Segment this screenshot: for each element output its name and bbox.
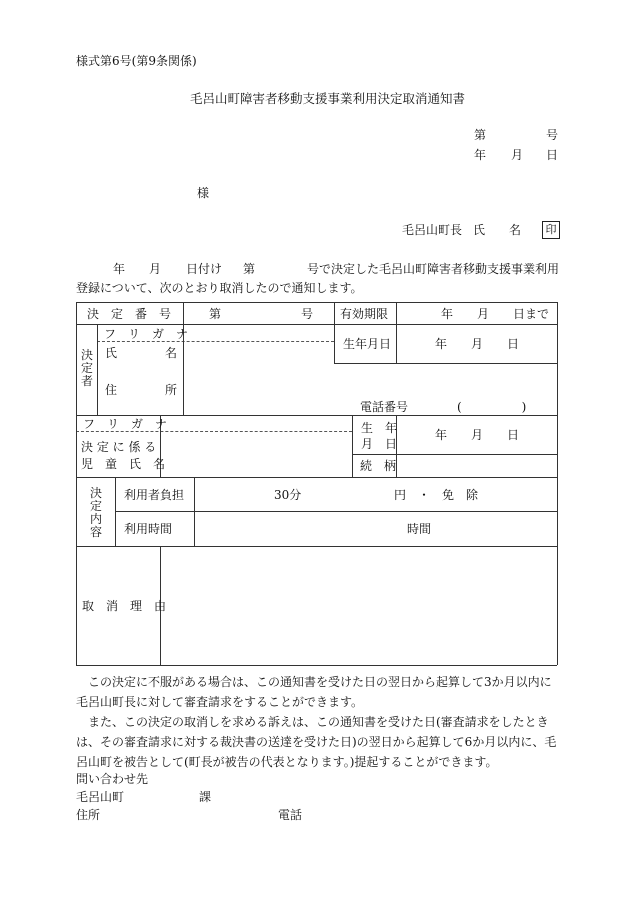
addressee-suffix: 様: [197, 186, 210, 200]
contact-section: 課: [199, 790, 212, 804]
child-birth-label-2: 月 日: [361, 437, 398, 451]
phone-paren: ( ): [457, 400, 527, 414]
child-birth-label-1: 生 年: [361, 421, 398, 435]
child-birth-value: 年 月 日: [435, 428, 520, 442]
recipient-furigana-label: フ リ ガ ナ: [104, 327, 189, 341]
form-label: 様式第6号(第9条関係): [76, 54, 197, 68]
decision-content-label: 決 定 内 容: [89, 486, 102, 539]
issuer-title: 毛呂山町長: [402, 223, 463, 237]
decision-number-dai: 第: [209, 307, 222, 321]
doc-number-dai: 第: [474, 128, 487, 142]
birthdate-label: 生年月日: [343, 337, 392, 351]
contact-heading: 問い合わせ先: [76, 772, 149, 786]
decision-number-go: 号: [301, 307, 314, 321]
intro-day: 日付け: [186, 262, 223, 276]
child-furigana-label: フ リ ガ ナ: [83, 417, 168, 431]
doc-number-go: 号: [546, 128, 559, 142]
recipient-address-label: 住 所: [105, 383, 178, 397]
appeal-notice: この決定に不服がある場合は、この通知書を受けた日の翌日から起算して3か月以内に毛呂山町長に対して審査請求をすることができます。: [76, 675, 552, 709]
validity-value: 年 月 日まで: [441, 307, 550, 321]
validity-label: 有効期限: [340, 307, 389, 321]
recipient-name-label: 氏 名: [105, 346, 178, 360]
issuer-name-label: 氏 名: [473, 223, 522, 237]
contact-phone-label: 電話: [278, 808, 303, 822]
cancel-reason-label: 取 消 理 由: [82, 599, 167, 613]
child-name-label-1: 決 定 に 係 る: [81, 440, 157, 454]
relationship-label: 続 柄: [360, 459, 397, 473]
intro-rest: 号で決定した毛呂山町障害者移動支援事業利用: [307, 262, 560, 276]
doc-date-year: 年: [474, 148, 487, 162]
usage-time-value: 時間: [407, 522, 432, 536]
doc-date-day: 日: [546, 148, 559, 162]
seal-stamp: 印: [542, 221, 560, 239]
lawsuit-notice: また、この決定の取消しを求める訴えは、この通知書を受けた日(審査請求をしたときは、その審査請求に対する裁決書の送達を受けた日)の翌日から起算して6か月以内に、毛呂山町を被告として(町長が被告の代表となります。)提起することができます。: [76, 715, 557, 769]
usage-time-label: 利用時間: [124, 522, 173, 536]
burden-options: 円 ・ 免 除: [394, 488, 479, 502]
recipient-group-label: 決 定 者: [80, 348, 93, 388]
intro-month: 月: [149, 262, 162, 276]
doc-date-month: 月: [511, 148, 524, 162]
intro-line2: 登録について、次のとおり取消したので通知します。: [76, 281, 363, 295]
contact-town: 毛呂山町: [76, 790, 125, 804]
document-title: 毛呂山町障害者移動支援事業利用決定取消通知書: [190, 91, 466, 106]
phone-label: 電話番号: [360, 400, 409, 414]
birthdate-value: 年 月 日: [435, 337, 520, 351]
child-name-label-2: 児 童 氏 名: [81, 457, 166, 471]
contact-address-label: 住所: [76, 808, 101, 822]
burden-label: 利用者負担: [124, 488, 185, 502]
burden-amount: 30分: [274, 488, 302, 502]
intro-dai: 第: [243, 262, 256, 276]
intro-year: 年: [113, 262, 126, 276]
decision-number-label: 決 定 番 号: [87, 307, 172, 321]
